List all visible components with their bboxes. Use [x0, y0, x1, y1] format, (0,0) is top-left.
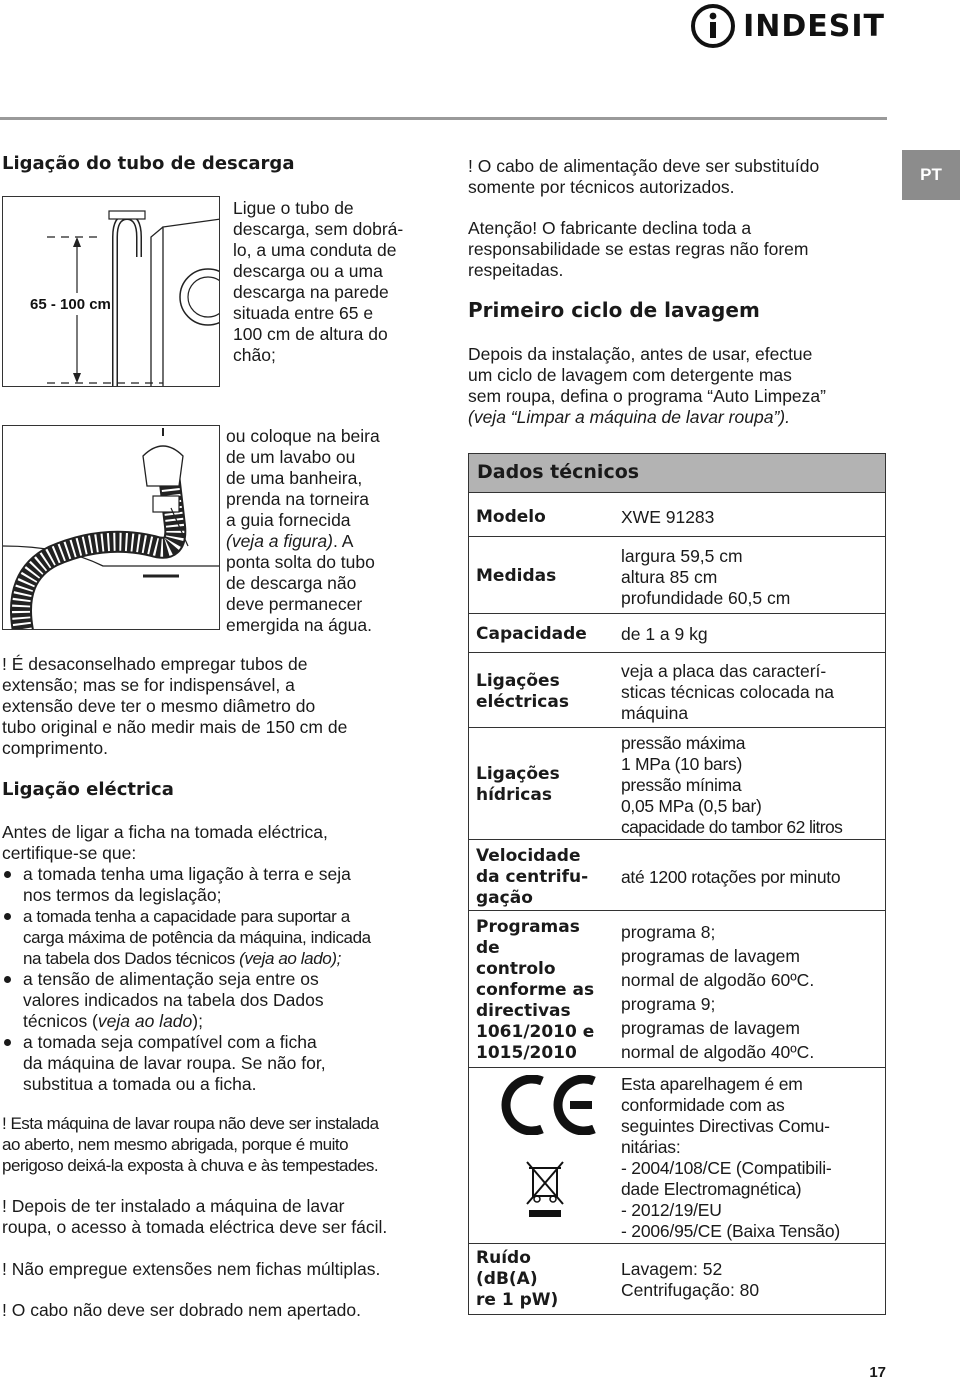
- list-item: a tomada seja compatível com a ficha da máquina de lavar roupa. Se não for, substitua a tomada ou a ficha.: [2, 1032, 442, 1095]
- spec-value-dimensions: largura 59,5 cm altura 85 cm profundidade 60,5 cm: [621, 546, 791, 608]
- extension-warning: ! É desaconselhado empregar tubos de extensão; mas se for indispensável, a extensão deve ter o mesmo diâmetro do tubo original e não medir mais de 150 cm de comprimento.: [2, 654, 348, 758]
- drain-text-wall: Ligue o tubo de descarga, sem dobrá- lo, a uma conduta de descarga ou a uma descarga na parede situada entre 65 e 100 cm de altura do chão;: [233, 198, 404, 365]
- row-divider: [469, 839, 885, 840]
- spec-label-electric: Ligações eléctricas: [476, 671, 569, 712]
- indesit-i-icon: [689, 2, 737, 50]
- cable-replace-note: ! O cabo de alimentação deve ser substituído somente por técnicos autorizados.: [468, 156, 820, 197]
- drain-pipe-wall-illustration: [3, 197, 220, 387]
- spec-label-dimensions: Medidas: [476, 566, 557, 586]
- spec-value-noise: Lavagem: 52 Centrifugação: 80: [621, 1259, 760, 1300]
- row-divider: [469, 652, 885, 653]
- drain-sink-figure: [2, 425, 220, 630]
- spec-value-spin-speed: até 1200 rotações por minuto: [621, 867, 841, 887]
- drain-hose-sink-illustration: [3, 426, 220, 630]
- spec-value-electric: veja a placa das caracterí- sticas técnicas colocada na máquina: [621, 661, 835, 723]
- ce-conformity-text: Esta aparelhagem é em conformidade com as seguintes Directivas Comu- nitárias: - 2004/108/CE (Compatibili- dade Electromagnética) - 2012/19/EU - 2006/95/CE (Baixa Tensão): [621, 1074, 840, 1241]
- brand-logo: [689, 2, 885, 50]
- spec-label-programs: Programas de controlo conforme as directivas 1061/2010 e 1015/2010: [476, 917, 595, 1063]
- outdoor-warning: ! Esta máquina de lavar roupa não deve ser instalada ao aberto, nem mesmo abrigada, porque é muito perigoso deixá-la exposta à chuva e às tempestades.: [2, 1114, 379, 1175]
- first-cycle-title: Primeiro ciclo de lavagem: [468, 298, 760, 322]
- electric-intro: Antes de ligar a ficha na tomada eléctrica, certifique-se que:: [2, 822, 328, 863]
- spec-label-water: Ligações hídricas: [476, 764, 560, 805]
- list-item: a tomada tenha a capacidade para suportar a carga máxima de potência da máquina, indicada na tabela dos Dados técnicos (veja ao lado);: [2, 906, 442, 969]
- socket-access-note: ! Depois de ter instalado a máquina de lavar roupa, o acesso à tomada eléctrica deve ser fácil.: [2, 1196, 388, 1237]
- specs-table-header: Dados técnicos: [468, 453, 886, 493]
- drain-section-title: Ligação do tubo de descarga: [2, 153, 295, 174]
- height-range-label: 65 - 100 cm: [30, 296, 111, 313]
- spec-label-capacity: Capacidade: [476, 624, 587, 644]
- spec-label-spin-speed: Velocidade da centrifu- gação: [476, 846, 589, 908]
- spec-value-programs: programa 8; programas de lavagem normal de algodão 60ºC. programa 9; programas de lavagem normal de algodão 40ºC.: [621, 922, 815, 1062]
- no-extensions-note: ! Não empregue extensões nem fichas múltiplas.: [2, 1259, 381, 1279]
- drain-text-sink: ou coloque na beira de um lavabo ou de uma banheira, prenda na torneira a guia fornecida (veja a figura). A ponta solta do tubo de descarga não deve permanecer emergida na água.: [226, 426, 380, 635]
- row-divider: [469, 910, 885, 911]
- spec-value-model: XWE 91283: [621, 507, 715, 527]
- list-item: a tensão de alimentação seja entre os valores indicados na tabela dos Dados técnicos (veja ao lado);: [2, 969, 442, 1032]
- row-divider: [469, 727, 885, 728]
- row-divider: [469, 536, 885, 537]
- drain-height-figure: [2, 196, 220, 387]
- spec-value-water: pressão máxima 1 MPa (10 bars) pressão mínima 0,05 MPa (0,5 bar) capacidade do tambor 62 litros: [621, 733, 843, 837]
- spec-label-noise: Ruído (dB(A) re 1 pW): [476, 1248, 559, 1310]
- electric-checklist: [2, 864, 442, 1095]
- row-divider: [469, 613, 885, 614]
- header-rule: [0, 117, 887, 120]
- weee-bin-icon: [521, 1160, 569, 1220]
- row-divider: [469, 1243, 885, 1244]
- cable-bend-note: ! O cabo não deve ser dobrado nem apertado.: [2, 1300, 361, 1320]
- first-cycle-text: Depois da instalação, antes de usar, efectue um ciclo de lavagem com detergente mas sem roupa, defina o programa “Auto Limpeza” (veja “Limpar a máquina de lavar roupa”).: [468, 344, 826, 427]
- language-badge: PT: [902, 150, 960, 200]
- electric-section-title: Ligação eléctrica: [2, 779, 174, 800]
- row-divider: [469, 1067, 885, 1068]
- brand-name: INDESIT: [743, 8, 885, 44]
- spec-value-capacity: de 1 a 9 kg: [621, 624, 708, 644]
- ce-mark-icon: [496, 1075, 600, 1135]
- see-figure-ref: (veja a figura): [226, 531, 333, 551]
- page-number: 17: [869, 1364, 886, 1381]
- spec-label-model: Modelo: [476, 507, 546, 527]
- list-item: a tomada tenha uma ligação à terra e seja nos termos da legislação;: [2, 864, 442, 906]
- attention-note: Atenção! O fabricante declina toda a responsabilidade se estas regras não forem respeitadas.: [468, 218, 809, 280]
